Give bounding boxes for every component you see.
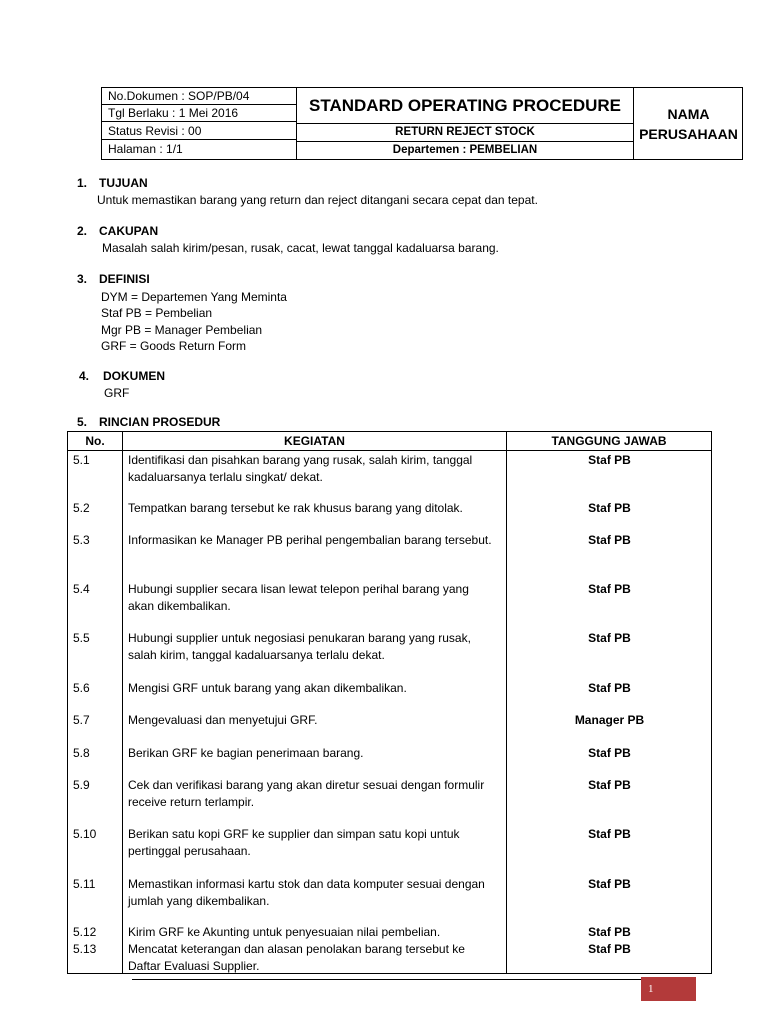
section-4-title: DOKUMEN (103, 369, 165, 383)
document-meta (102, 88, 296, 159)
page-count: Halaman : 1/1 (108, 142, 183, 156)
section-4-number: 4. (79, 369, 90, 383)
row-activity: Identifikasi dan pisahkan barang yang rusak, salah kirim, tanggal kadaluarsanya terlalu singkat/ dekat. (128, 453, 473, 484)
section-2-number: 2. (77, 224, 88, 238)
section-2-body: Masalah salah kirim/pesan, rusak, cacat, lewat tanggal kadaluarsa barang. (102, 241, 499, 255)
section-1-number: 1. (77, 176, 88, 190)
revision-status: Status Revisi : 00 (102, 123, 296, 140)
row-number: 5.2 (73, 501, 90, 515)
section-3-number: 3. (77, 272, 88, 286)
company-name-line2: PERUSAHAAN (639, 125, 738, 142)
column-header-activity: KEGIATAN (123, 432, 506, 451)
document-title: STANDARD OPERATING PROCEDURE (296, 88, 633, 124)
row-responsible: Staf PB (588, 533, 631, 547)
row-activity: Mengevaluasi dan menyetujui GRF. (128, 713, 318, 727)
definition-item: Staf PB = Pembelian (101, 306, 213, 320)
row-activity: Berikan satu kopi GRF ke supplier dan simpan satu kopi untuk pertinggal perusahaan. (128, 827, 460, 858)
row-responsible: Manager PB (574, 713, 645, 727)
company-name-line1: NAMA (667, 105, 710, 122)
row-number: 5.6 (73, 681, 90, 695)
definition-item: DYM = Departemen Yang Meminta (101, 290, 287, 304)
row-responsible: Staf PB (588, 746, 631, 760)
row-responsible: Staf PB (588, 681, 631, 695)
row-number: 5.8 (73, 746, 90, 760)
column-divider (506, 432, 507, 973)
section-3-title: DEFINISI (99, 272, 150, 286)
row-activity: Tempatkan barang tersebut ke rak khusus barang yang ditolak. (128, 501, 463, 515)
row-number: 5.7 (73, 713, 90, 727)
page-number: 1 (648, 983, 654, 995)
column-divider (122, 432, 123, 973)
row-responsible: Staf PB (588, 453, 631, 467)
row-activity: Mengisi GRF untuk barang yang akan dikembalikan. (128, 681, 407, 695)
section-4-body: GRF (104, 386, 130, 400)
column-header-responsible: TANGGUNG JAWAB (507, 432, 711, 451)
definition-item: Mgr PB = Manager Pembelian (101, 323, 263, 337)
row-number: 5.9 (73, 778, 90, 792)
row-responsible: Staf PB (588, 582, 631, 596)
row-number: 5.1 (73, 453, 90, 467)
row-activity: Memastikan informasi kartu stok dan data komputer sesuai dengan jumlah yang dikembalikan. (128, 877, 485, 908)
row-responsible: Staf PB (588, 827, 631, 841)
section-1-body: Untuk memastikan barang yang return dan reject ditangani secara cepat dan tepat. (97, 193, 538, 207)
section-5-title: RINCIAN PROSEDUR (99, 415, 221, 429)
section-1-title: TUJUAN (99, 176, 148, 190)
procedure-table (67, 431, 712, 974)
row-responsible: Staf PB (588, 925, 631, 939)
effective-date: Tgl Berlaku : 1 Mei 2016 (102, 105, 296, 122)
row-number: 5.11 (73, 877, 96, 891)
row-responsible: Staf PB (588, 877, 631, 891)
row-activity: Berikan GRF ke bagian penerimaan barang. (128, 746, 364, 760)
row-responsible: Staf PB (588, 631, 631, 645)
section-5-number: 5. (77, 415, 88, 429)
footer-rule (132, 979, 696, 980)
definition-item: GRF = Goods Return Form (101, 339, 247, 353)
section-2-title: CAKUPAN (99, 224, 159, 238)
department-name: Departemen : PEMBELIAN (296, 142, 633, 159)
company-name (633, 88, 743, 159)
row-number: 5.13 (73, 942, 97, 956)
row-number: 5.10 (73, 827, 97, 841)
row-responsible: Staf PB (588, 501, 631, 515)
row-activity: Cek dan verifikasi barang yang akan diretur sesuai dengan formulir receive return terlampir. (128, 778, 485, 809)
row-responsible: Staf PB (588, 942, 631, 956)
document-header (101, 87, 743, 160)
row-number: 5.4 (73, 582, 90, 596)
row-activity: Hubungi supplier secara lisan lewat telepon perihal barang yang akan dikembalikan. (128, 582, 469, 613)
row-number: 5.3 (73, 533, 90, 547)
column-header-no: No. (68, 432, 122, 451)
row-activity: Informasikan ke Manager PB perihal pengembalian barang tersebut. (128, 533, 492, 547)
row-responsible: Staf PB (588, 778, 631, 792)
row-activity: Kirim GRF ke Akunting untuk penyesuaian nilai pembelian. (128, 925, 441, 939)
page-number-box (641, 977, 696, 1001)
row-activity: Hubungi supplier untuk negosiasi penukaran barang yang rusak, salah kirim, tanggal kadaluarsanya terlalu dekat. (128, 631, 471, 662)
procedure-name: RETURN REJECT STOCK (296, 124, 633, 142)
row-number: 5.5 (73, 631, 90, 645)
row-number: 5.12 (73, 925, 97, 939)
row-activity: Mencatat keterangan dan alasan penolakan barang tersebut ke Daftar Evaluasi Supplier. (128, 942, 465, 973)
doc-number: No.Dokumen : SOP/PB/04 (102, 88, 296, 105)
